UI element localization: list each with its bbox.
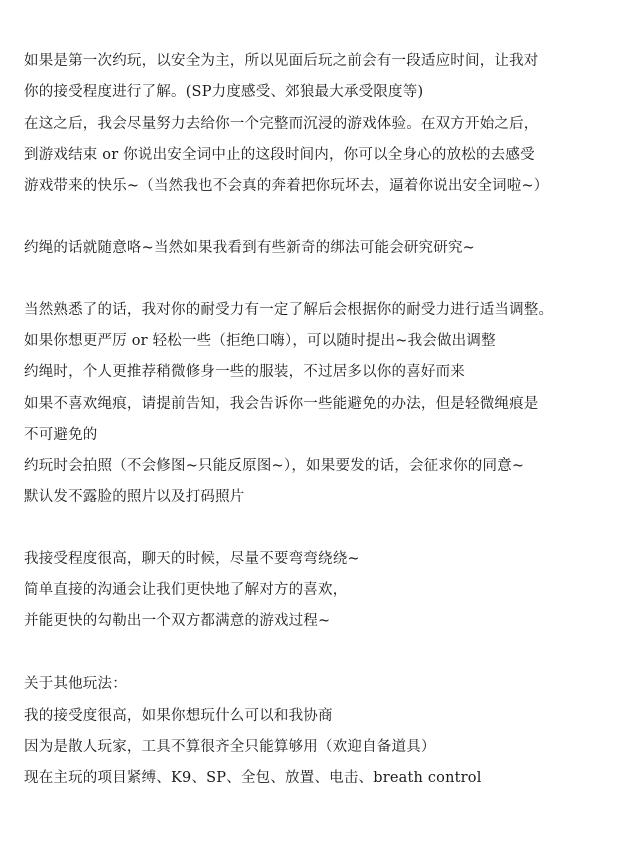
paragraph-line: 到游戏结束 or 你说出安全词中止的这段时间内，你可以全身心的放松的去感受	[24, 147, 535, 163]
paragraph-line: 你的接受程度进行了解。(SP力度感受、郊狼最大承受限度等)	[24, 84, 424, 100]
paragraph-line: 当然熟悉了的话，我对你的耐受力有一定了解后会根据你的耐受力进行适当调整。	[24, 302, 554, 318]
paragraph-line: 我接受程度很高，聊天的时候，尽量不要弯弯绕绕~	[24, 551, 360, 567]
paragraph-line: 如果不喜欢绳痕，请提前告知，我会告诉你一些能避免的办法，但是轻微绳痕是	[24, 396, 539, 412]
section-heading: 关于其他玩法：	[24, 676, 127, 692]
paragraph-line: 因为是散人玩家，工具不算很齐全只能算够用（欢迎自备道具）	[24, 739, 436, 755]
paragraph-line: 约玩时会拍照（不会修图~只能反原图~），如果要发的话，会征求你的同意~	[24, 458, 525, 474]
paragraph-line: 并能更快的勾勒出一个双方都满意的游戏过程~	[24, 613, 331, 629]
paragraph-line: 约绳时，个人更推荐稍微修身一些的服装，不过居多以你的喜好而来	[24, 364, 465, 380]
paragraph-line: 不可避免的	[24, 427, 98, 443]
paragraph-line: 我的接受度很高，如果你想玩什么可以和我协商	[24, 708, 333, 724]
paragraph-line: 如果你想更严厉 or 轻松一些（拒绝口嗨），可以随时提出~我会做出调整	[24, 333, 496, 349]
paragraph-line: 简单直接的沟通会让我们更快地了解对方的喜欢，	[24, 582, 348, 598]
paragraph-line: 在这之后，我会尽量努力去给你一个完整而沉浸的游戏体验。在双方开始之后，	[24, 116, 539, 132]
paragraph-line: 默认发不露脸的照片以及打码照片	[24, 489, 245, 505]
paragraph-line: 游戏带来的快乐~（当然我也不会真的奔着把你玩坏去，逼着你说出安全词啦~）	[24, 178, 549, 194]
paragraph-line: 约绳的话就随意咯~当然如果我看到有些新奇的绑法可能会研究研究~	[24, 240, 475, 256]
paragraph-line: 现在主玩的项目紧缚、K9、SP、全包、放置、电击、breath control	[24, 770, 482, 786]
paragraph-line: 如果是第一次约玩，以安全为主，所以见面后玩之前会有一段适应时间，让我对	[24, 53, 539, 69]
